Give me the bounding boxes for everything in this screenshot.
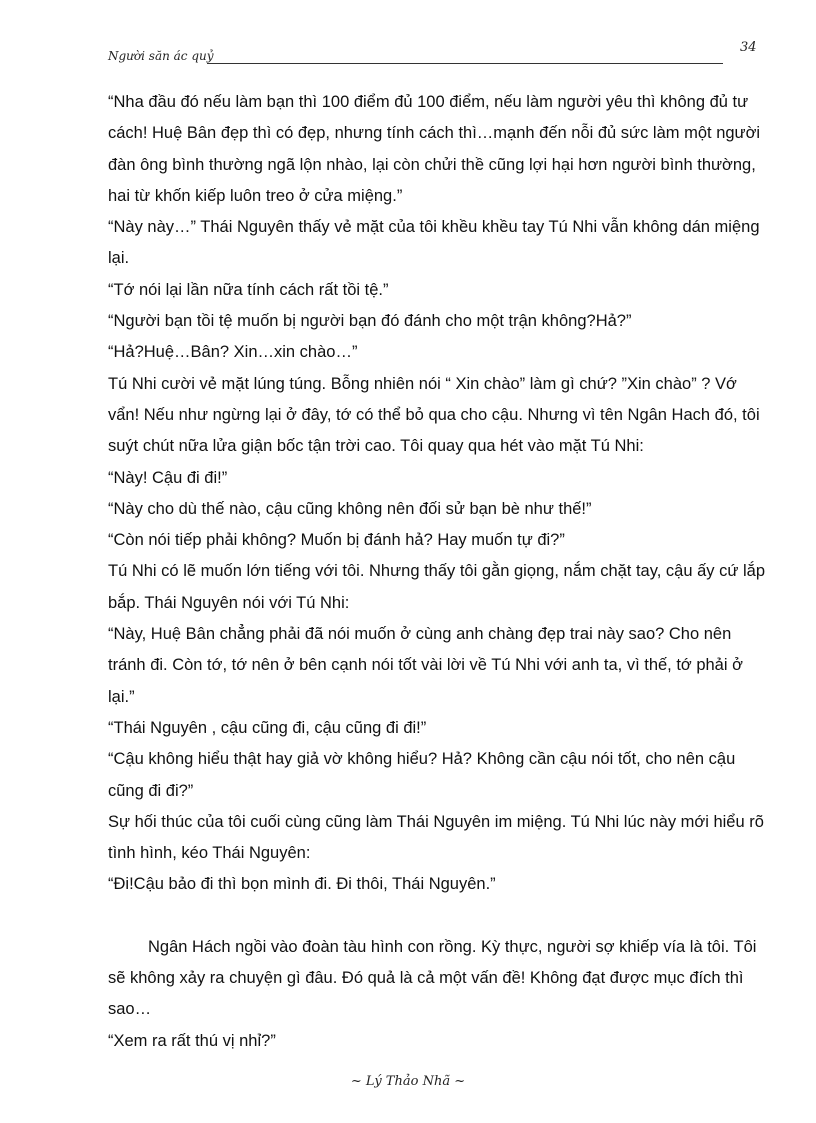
header-title: Người săn ác quỷ bbox=[108, 49, 214, 63]
paragraph: “Đi!Cậu bảo đi thì bọn mình đi. Đi thôi, Thái Nguyên.” bbox=[108, 875, 496, 894]
paragraph: “Này, Huệ Bân chẳng phải đã nói muốn ở cùng anh chàng đẹp trai này sao? Cho nên tránh đi. Còn tớ, tớ nên ở bên cạnh nói tốt vài lời về Tú Nhi với anh ta, vì thế, tớ phải ở lại.” bbox=[108, 625, 743, 706]
paragraph: “Thái Nguyên , cậu cũng đi, cậu cũng đi đi!” bbox=[108, 718, 427, 737]
paragraph: “Tớ nói lại lần nữa tính cách rất tồi tệ.” bbox=[108, 280, 389, 299]
footer-author: ~ Lý Thảo Nhã ~ bbox=[350, 1074, 466, 1089]
body-text bbox=[108, 87, 768, 1057]
paragraph: “Này cho dù thế nào, cậu cũng không nên đối sử bạn bè như thế!” bbox=[108, 499, 592, 518]
paragraph: Tú Nhi có lẽ muốn lớn tiếng với tôi. Nhưng thấy tôi gằn giọng, nắm chặt tay, cậu ấy cứ lắp bắp. Thái Nguyên nói với Tú Nhi: bbox=[108, 562, 766, 612]
paragraph: Tú Nhi cười vẻ mặt lúng túng. Bỗng nhiên nói “ Xin chào” làm gì chứ? ”Xin chào” ? Vớ vẩn! Nếu như ngừng lại ở đây, tớ có thể bỏ qua cho cậu. Nhưng vì tên Ngân Hach đó, tôi suýt chút nữa lửa giận bốc tận trời cao. Tôi quay qua hét vào mặt Tú Nhi: bbox=[108, 374, 760, 456]
paragraph: Sự hối thúc của tôi cuối cùng cũng làm Thái Nguyên im miệng. Tú Nhi lúc này mới hiểu rõ tình hình, kéo Thái Nguyên: bbox=[108, 812, 764, 863]
paragraph: “Hả?Huệ…Bân? Xin…xin chào…” bbox=[108, 343, 358, 362]
paragraph: Ngân Hách ngồi vào đoàn tàu hình con rồng. Kỳ thực, người sợ khiếp vía là tôi. Tôi sẽ không xảy ra chuyện gì đâu. Đó quả là cả một vấn đề! Không đạt được mục đích thì sao… bbox=[108, 937, 757, 1019]
paragraph: “Này! Cậu đi đi!” bbox=[108, 468, 228, 487]
paragraph: “Cậu không hiểu thật hay giả vờ không hiểu? Hả? Không cần cậu nói tốt, cho nên cậu cũng đi đi?” bbox=[108, 750, 736, 800]
paragraph: “Còn nói tiếp phải không? Muốn bị đánh hả? Hay muốn tự đi?” bbox=[108, 531, 565, 550]
paragraph: “Người bạn tồi tệ muốn bị người bạn đó đánh cho một trận không?Hả?” bbox=[108, 312, 632, 331]
page-number: 34 bbox=[740, 40, 757, 55]
paragraph: “Này này…” Thái Nguyên thấy vẻ mặt của tôi khều khều tay Tú Nhi vẫn không dán miệng lại. bbox=[108, 218, 760, 268]
header-rule bbox=[207, 63, 723, 64]
paragraph: “Xem ra rất thú vị nhỉ?” bbox=[108, 1031, 276, 1050]
paragraph: “Nha đầu đó nếu làm bạn thì 100 điểm đủ 100 điểm, nếu làm người yêu thì không đủ tư cách! Huệ Bân đẹp thì có đẹp, nhưng tính cách thì…mạnh đến nỗi đủ sức làm một người đàn ông bình thường ngã lộn nhào, lại còn chửi thề cũng lợi hại hơn người bình thường, hai từ khốn kiếp luôn treo ở cửa miệng.” bbox=[108, 93, 761, 205]
